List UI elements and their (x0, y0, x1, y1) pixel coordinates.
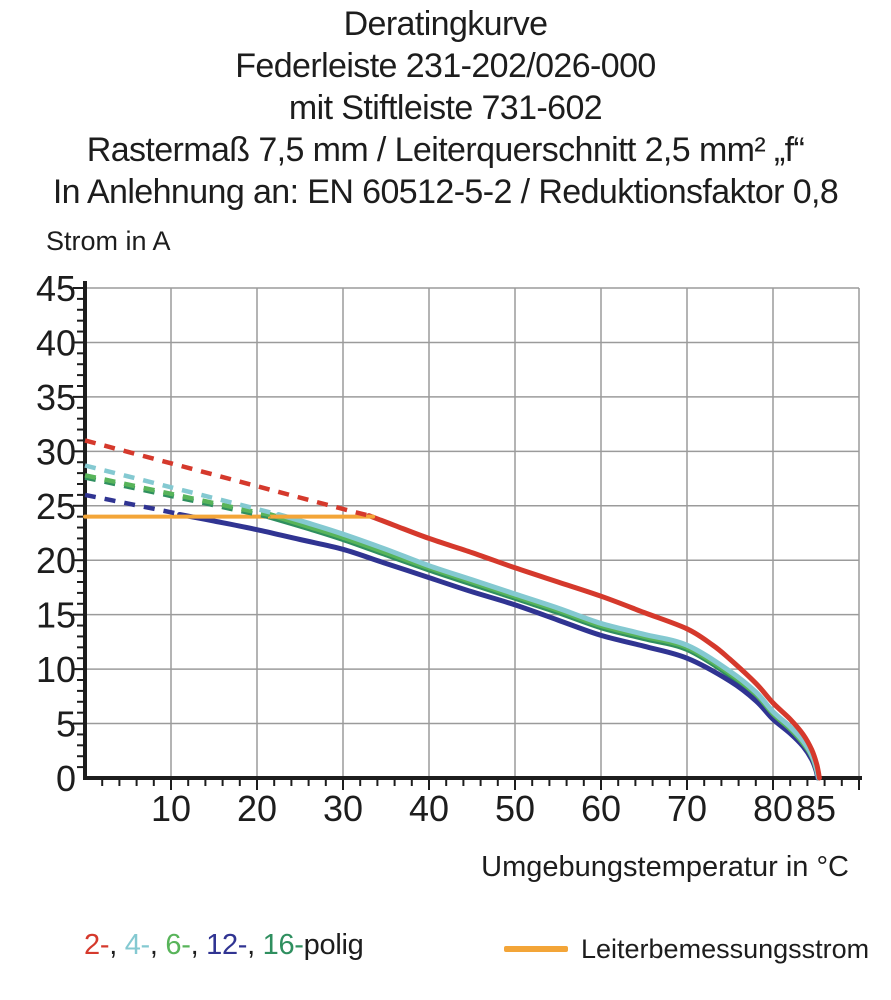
curve-2-polig-solid (369, 516, 820, 778)
title-line-2: Federleiste 231-202/026-000 (235, 47, 656, 85)
x-tick-label: 20 (236, 788, 278, 829)
title-line-5: In Anlehnung an: EN 60512-5-2 / Reduktionsfaktor 0,8 (52, 173, 839, 211)
y-tick-label: 0 (55, 758, 76, 799)
curve-16-polig-solid (268, 517, 818, 778)
x-tick-label: 80 (752, 788, 794, 829)
legend-separator: , (247, 929, 263, 961)
legend-separator: , (109, 929, 125, 961)
rated-current-legend (504, 929, 869, 969)
y-tick-label: 5 (55, 703, 76, 745)
title-line-1: Deratingkurve (343, 5, 548, 43)
legend-item-2polig: 2- (84, 929, 110, 961)
curve-12-polig-dashed (85, 495, 180, 515)
y-tick-label: 30 (35, 431, 76, 473)
y-tick-label: 20 (35, 540, 76, 582)
x-axis-title: Umgebungstemperatur in °C (481, 851, 849, 883)
y-tick-label: 45 (35, 268, 76, 309)
y-tick-label: 35 (35, 376, 76, 418)
x-tick-label: 30 (322, 788, 364, 829)
legend-item-12polig: 12- (206, 929, 248, 961)
title-line-3: mit Stiftleiste 731-602 (288, 89, 603, 127)
x-tick-label: 40 (408, 788, 450, 829)
curve-12-polig-solid (180, 515, 818, 779)
y-tick-label: 15 (35, 594, 76, 636)
x-tick-label: 85 (795, 788, 837, 829)
x-tick-label: 50 (494, 788, 536, 829)
y-tick-label: 10 (35, 649, 76, 691)
y-axis-title: Strom in A (46, 226, 171, 256)
rated-current-line-swatch (504, 946, 568, 952)
x-tick-label: 70 (666, 788, 708, 829)
legend-item-4polig: 4- (124, 929, 150, 961)
curve-4-polig-dashed (85, 466, 279, 515)
legend-separator: , (190, 929, 207, 961)
x-tick-label: 60 (580, 788, 622, 829)
legend-suffix-polig: polig (303, 929, 364, 961)
pole-count-legend (84, 929, 363, 962)
rated-current-legend-label: Leiterbemessungsstrom (581, 933, 870, 964)
title-line-4: Rastermaß 7,5 mm / Leiterquerschnitt 2,5 mm² „f“ (86, 131, 805, 169)
legend-separator: , (149, 929, 166, 961)
y-tick-label: 25 (35, 485, 76, 527)
legend-item-6polig: 6- (165, 929, 191, 961)
legend-item-16polig: 16- (262, 929, 304, 961)
x-tick-label: 10 (150, 788, 192, 829)
y-tick-label: 40 (35, 322, 76, 364)
